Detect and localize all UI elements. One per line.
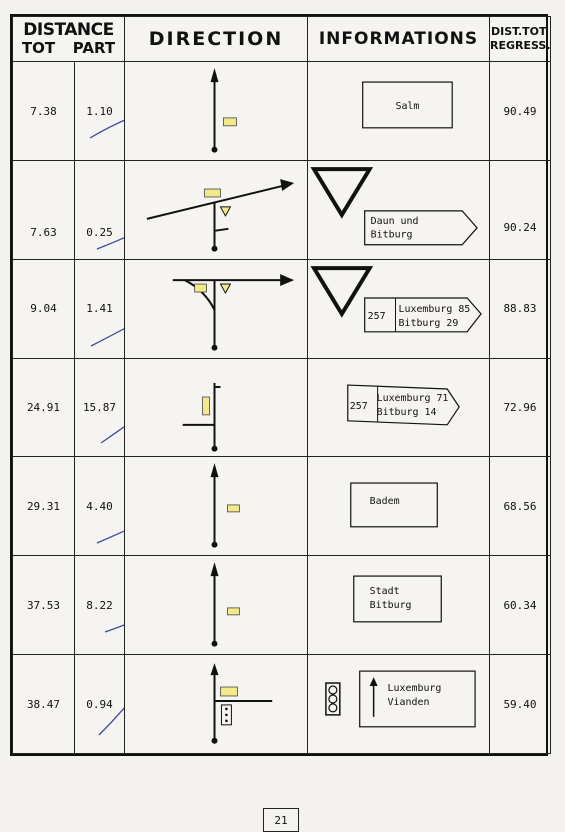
fork-right-arrow-icon <box>125 161 307 259</box>
part-value: 4.40 <box>86 499 113 513</box>
traffic-light-icon <box>326 683 340 715</box>
pen-mark <box>75 457 124 555</box>
table-row <box>13 556 551 655</box>
table-row <box>13 161 551 260</box>
part-cell <box>75 259 125 358</box>
regress-value: 68.56 <box>503 499 537 513</box>
part-cell <box>75 556 125 655</box>
header-tot-label: TOT <box>21 39 56 58</box>
part-cell <box>75 358 125 457</box>
page-number-label: 21 <box>274 813 288 827</box>
pen-mark <box>75 655 124 753</box>
part-value: 1.41 <box>86 302 113 316</box>
pen-mark <box>75 556 124 654</box>
sign-text: Badem <box>369 496 400 508</box>
town-entry-sign <box>308 556 489 654</box>
sign-text-line1: Luxemburg 85 <box>398 303 471 315</box>
straight-arrow-icon <box>125 556 307 654</box>
part-value: 15.87 <box>82 401 117 415</box>
header-informations <box>308 17 490 62</box>
tot-cell <box>13 556 75 655</box>
part-value: 1.10 <box>86 104 113 118</box>
regress-cell <box>490 259 551 358</box>
sign-text-line1: Luxemburg 71 <box>376 392 449 404</box>
turn-left-arrow-icon <box>125 359 307 457</box>
table-row <box>13 358 551 457</box>
part-cell <box>75 161 125 260</box>
part-cell <box>75 655 125 754</box>
regress-value: 88.83 <box>503 302 537 316</box>
straight-arrow-icon <box>125 457 307 555</box>
sign-text-line2: Bitburg <box>369 600 412 612</box>
tot-cell <box>13 62 75 161</box>
regress-cell <box>490 358 551 457</box>
part-value: 8.22 <box>86 598 113 612</box>
tot-value: 24.91 <box>26 401 61 415</box>
traffic-light-and-direction-sign <box>308 655 489 753</box>
regress-value: 59.40 <box>503 697 537 711</box>
informations-cell <box>308 161 490 260</box>
tot-cell <box>13 161 75 260</box>
straight-arrow-icon <box>125 62 307 160</box>
direction-cell <box>125 655 308 754</box>
yield-sign-icon <box>314 169 370 215</box>
sign-text-line2: Bitburg <box>370 229 413 241</box>
direction-cell <box>125 556 308 655</box>
t-junction-right-arrow-icon <box>125 260 307 358</box>
header-distance <box>13 17 125 62</box>
informations-cell <box>308 457 490 556</box>
header-part-label: PART <box>72 39 116 58</box>
sign-text-line1: Daun und <box>370 215 419 227</box>
direction-cell <box>125 259 308 358</box>
roadbook-table-frame <box>10 14 551 756</box>
regress-value: 72.96 <box>503 401 537 415</box>
regress-cell <box>490 161 551 260</box>
part-value: 0.25 <box>86 225 113 239</box>
sign-text-line2: Bitburg 29 <box>398 317 459 329</box>
tot-cell <box>13 655 75 754</box>
tot-value: 37.53 <box>26 598 61 612</box>
regress-value: 90.24 <box>503 221 537 235</box>
informations-cell <box>308 259 490 358</box>
roadbook-table <box>12 16 551 754</box>
informations-cell <box>308 655 490 754</box>
tot-value: 7.63 <box>30 225 57 239</box>
regress-cell <box>490 655 551 754</box>
table-row <box>13 457 551 556</box>
header-informations-label: INFORMATIONS <box>318 28 479 49</box>
direction-cell <box>125 457 308 556</box>
road-number: 257 <box>349 400 368 412</box>
direction-cell <box>125 358 308 457</box>
tot-value: 7.38 <box>30 104 57 118</box>
place-sign <box>308 457 489 555</box>
header-row <box>13 17 551 62</box>
tot-value: 29.31 <box>26 499 61 513</box>
regress-value: 90.49 <box>503 104 537 118</box>
direction-cell <box>125 62 308 161</box>
informations-cell <box>308 556 490 655</box>
route-sign <box>308 359 489 457</box>
header-dist-tot-regress <box>490 17 551 62</box>
table-row <box>13 655 551 754</box>
road-number: 257 <box>367 310 386 322</box>
sign-text-line2: Bitburg 14 <box>376 406 437 418</box>
header-direction <box>125 17 308 62</box>
place-sign <box>308 62 489 160</box>
informations-cell <box>308 62 490 161</box>
part-value: 0.94 <box>86 697 113 711</box>
yield-sign-icon <box>314 268 370 314</box>
tot-cell <box>13 259 75 358</box>
sign-text-line2: Vianden <box>387 697 430 709</box>
table-row <box>13 62 551 161</box>
table-row <box>13 259 551 358</box>
header-dist-tot-label: DIST.TOT. <box>490 25 550 39</box>
tot-cell <box>13 457 75 556</box>
yield-and-direction-sign <box>308 161 489 259</box>
pen-mark <box>75 359 124 457</box>
pen-mark <box>75 62 124 160</box>
part-cell <box>75 457 125 556</box>
regress-value: 60.34 <box>503 598 537 612</box>
regress-cell <box>490 62 551 161</box>
yield-and-route-sign <box>308 260 489 358</box>
tot-value: 9.04 <box>30 302 57 316</box>
regress-cell <box>490 556 551 655</box>
tot-cell <box>13 358 75 457</box>
tot-value: 38.47 <box>26 697 61 711</box>
informations-cell <box>308 358 490 457</box>
sign-text-line1: Stadt <box>369 586 400 598</box>
header-regress-label: REGRESS. <box>490 39 551 53</box>
sign-text-line1: Luxemburg <box>387 683 442 695</box>
traffic-light-straight-arrow-icon <box>125 655 307 753</box>
pen-mark <box>75 161 124 259</box>
direction-cell <box>125 161 308 260</box>
pen-mark <box>75 260 124 358</box>
regress-cell <box>490 457 551 556</box>
header-direction-label: DIRECTION <box>148 27 284 50</box>
header-distance-label: DISTANCE <box>23 20 114 41</box>
part-cell <box>75 62 125 161</box>
sign-text: Salm <box>395 101 420 113</box>
page-number <box>263 808 299 832</box>
